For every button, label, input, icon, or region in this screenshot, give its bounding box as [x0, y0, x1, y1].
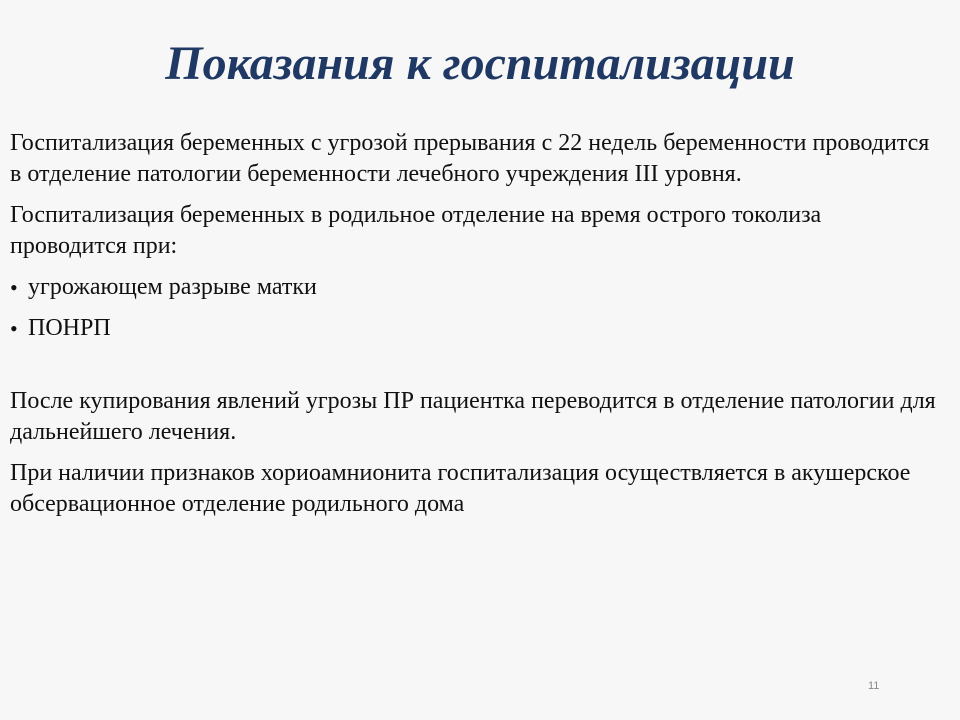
paragraph-after-threat-relief: После купирования явлений угрозы ПР пациентка переводится в отделение патологии для дальнейшего лечения.: [10, 388, 936, 445]
list-item-text: угрожающем разрыве матки: [28, 274, 317, 300]
slide-content: [10, 128, 940, 520]
bullet-icon: •: [10, 275, 18, 300]
list-item: [10, 313, 940, 344]
indications-list: [10, 272, 940, 344]
paragraph-tocolysis-hospitalization: Госпитализация беременных в родильное отделение на время острого токолиза проводится при:: [10, 202, 822, 259]
list-item-text: ПОНРП: [28, 315, 111, 341]
slide-title: Показания к госпитализации: [165, 37, 795, 90]
list-item: [10, 272, 940, 303]
paragraph-hospitalization-22-weeks: Госпитализация беременных с угрозой прерывания с 22 недель беременности проводится в отделение патологии беременности лечебного учреждения III уровня.: [10, 130, 930, 187]
paragraph-chorioamnionitis: При наличии признаков хориоамнионита госпитализация осуществляется в акушерское обсервационное отделение родильного дома: [10, 460, 911, 517]
page-number: 11: [868, 680, 880, 692]
spacer: [10, 354, 940, 386]
bullet-icon: •: [10, 316, 18, 341]
